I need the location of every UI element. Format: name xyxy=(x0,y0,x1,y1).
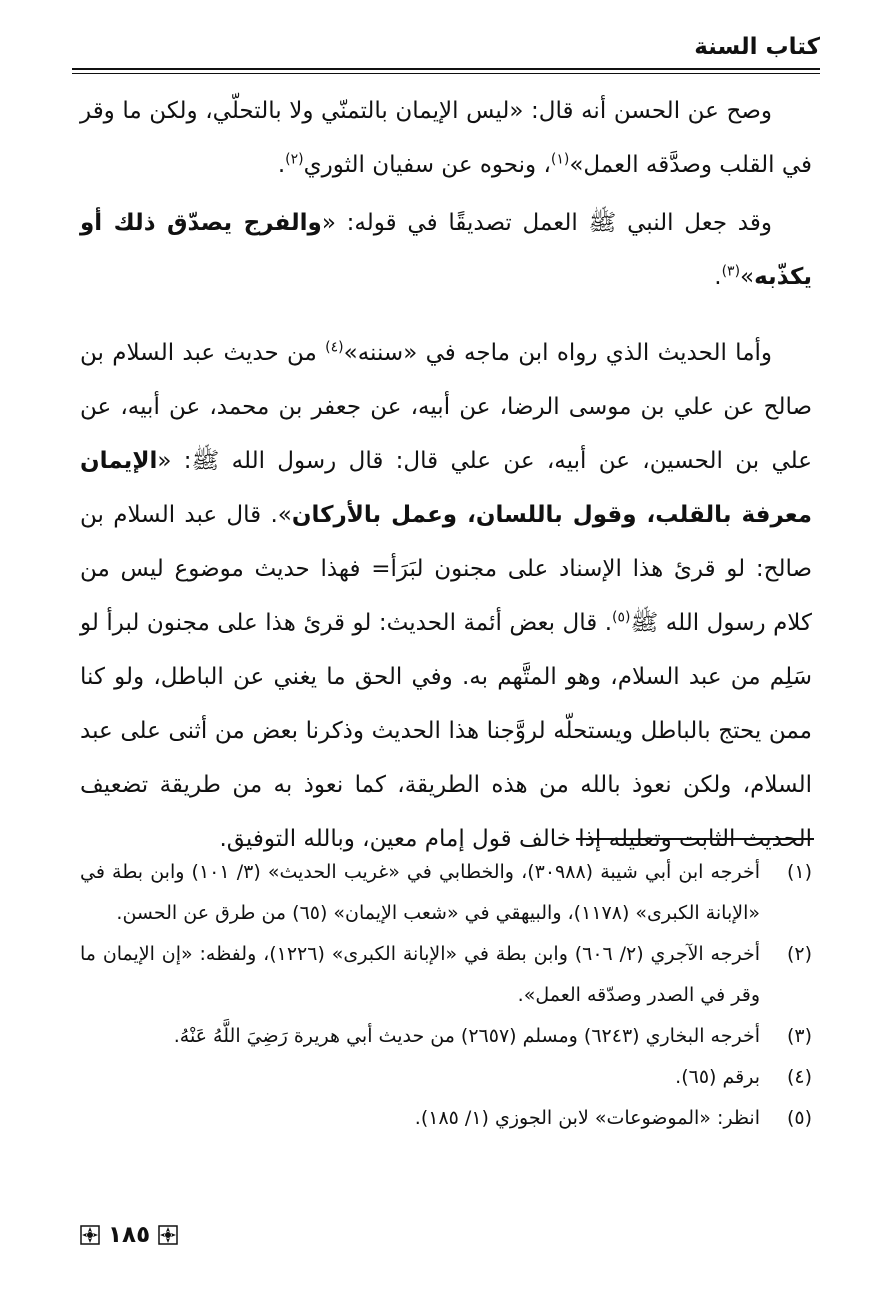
paragraph-3 xyxy=(80,326,812,866)
floral-ornament-icon xyxy=(80,1225,100,1245)
footnote-item xyxy=(80,1016,812,1057)
floral-ornament-icon xyxy=(158,1225,178,1245)
paragraph-1-text-a: وصح عن الحسن أنه قال: «ليس الإيمان بالتمنّي ولا بالتحلّي، ولكن ما وقر في القلب وصدَّقه العمل» xyxy=(80,98,812,178)
paragraph-1-text-c: . xyxy=(277,152,286,178)
footnote-text: أخرجه الآجري (٢/ ٦٠٦) وابن بطة في «الإبانة الكبرى» (١٢٢٦)، ولفظه: «إن الإيمان ما وقر في الصدر وصدّقه العمل». xyxy=(80,943,760,1006)
footnote-ref-1[interactable]: (١) xyxy=(550,151,570,168)
footnote-text: برقم (٦٥). xyxy=(675,1066,760,1088)
paragraph-1-text-b: ، ونحوه عن سفيان الثوري xyxy=(303,152,551,178)
paragraph-2 xyxy=(80,196,812,304)
page-number-folio xyxy=(80,1222,178,1248)
hadith-quote-1: والفرج يصدّق ذلك أو يكذّبه xyxy=(80,210,812,290)
footnote-item xyxy=(80,1057,812,1098)
page-number: ١٨٥ xyxy=(108,1222,151,1248)
footnote-item xyxy=(80,1098,812,1139)
footnote-item xyxy=(80,934,812,1016)
paragraph-3-text-a: وأما الحديث الذي رواه ابن ماجه في «سننه» xyxy=(343,340,773,366)
paragraph-3-text-b: من حديث عبد السلام بن صالح عن علي بن موسى الرضا، عن أبيه، عن جعفر بن محمد، عن أبيه، عن علي بن الحسين، عن أبيه، عن علي قال: قال رسول الله ﷺ: « xyxy=(80,340,812,474)
paragraph-2-text-a: وقد جعل النبي ﷺ العمل تصديقًا في قوله: « xyxy=(321,210,772,236)
main-text xyxy=(80,84,812,866)
paragraph-3-text-c: ». قال عبد السلام بن صالح: لو قرئ هذا الإسناد على مجنون لبَرَأ= فهذا حديث موضوع ليس من كلام رسول الله ﷺ xyxy=(80,502,812,636)
footnote-number: (١) xyxy=(786,861,812,883)
footnote-text: أخرجه البخاري (٦٢٤٣) ومسلم (٢٦٥٧) من حديث أبي هريرة رَضِيَ اللَّهُ عَنْهُ. xyxy=(173,1025,760,1047)
footnote-separator xyxy=(576,838,814,840)
header-double-rule xyxy=(72,68,820,70)
running-head-title: كتاب السنة xyxy=(694,34,820,60)
footnote-number: (٤) xyxy=(786,1066,812,1088)
footnotes xyxy=(80,852,812,1139)
footnote-text: انظر: «الموضوعات» لابن الجوزي (١/ ١٨٥). xyxy=(414,1107,760,1129)
footnote-ref-3[interactable]: (٣) xyxy=(721,263,741,280)
paragraph-3-text-d: . قال بعض أئمة الحديث: لو قرئ هذا على مجنون لبرأ لو سَلِم من عبد السلام، وهو المتَّهم به. وفي الحق ما يغني عن الباطل، ولو كنا ممن يحتج بالباطل ويستحلّه لروَّجنا هذا الحديث وذكرنا بعض من أثنى على عبد السلام، ولكن نعوذ بالله من هذه الطريقة، كما نعوذ به من طريقة تضعيف الحديث الثابت وتعليله إذا خالف قول إمام معين، وبالله التوفيق. xyxy=(80,610,812,852)
footnote-number: (٣) xyxy=(786,1025,812,1047)
footnote-ref-2[interactable]: (٢) xyxy=(285,151,304,168)
footnote-ref-4[interactable]: (٤) xyxy=(325,339,344,356)
footnote-number: (٥) xyxy=(786,1107,812,1129)
paragraph-1 xyxy=(80,84,812,192)
footnote-number: (٢) xyxy=(786,943,812,965)
footnote-item xyxy=(80,852,812,934)
hadith-quote-2: الإيمان معرفة بالقلب، وقول باللسان، وعمل بالأركان xyxy=(80,448,812,528)
footnote-ref-5[interactable]: (٥) xyxy=(612,609,631,626)
footnote-text: أخرجه ابن أبي شيبة (٣٠٩٨٨)، والخطابي في «غريب الحديث» (٣/ ١٠١) وابن بطة في «الإبانة الكبرى» (١١٧٨)، والبيهقي في «شعب الإيمان» (٦٥) من طرق عن الحسن. xyxy=(80,861,760,924)
paragraph-2-text-c: . xyxy=(714,264,722,290)
paragraph-2-text-b: » xyxy=(740,264,755,290)
